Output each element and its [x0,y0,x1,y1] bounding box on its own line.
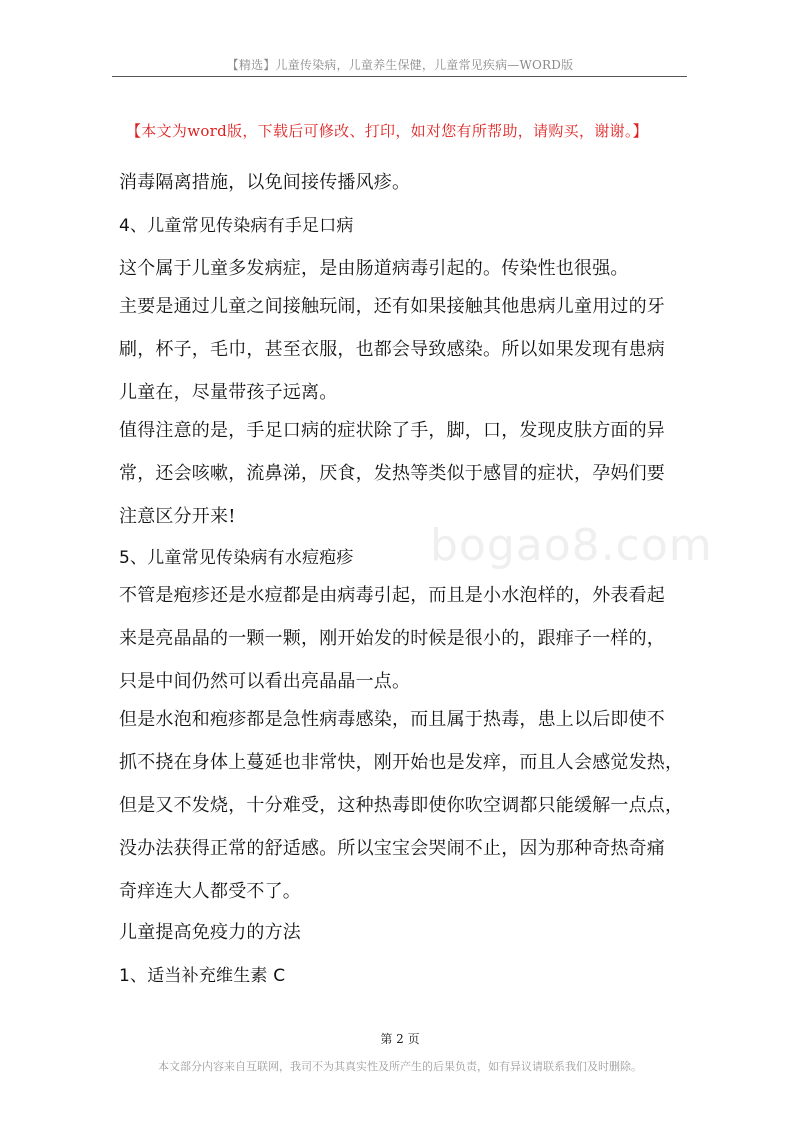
body-line: 没办法获得正常的舒适感。所以宝宝会哭闹不止，因为那种奇热奇痛 [119,838,665,859]
body-line: 儿童在，尽量带孩子远离。 [119,382,338,403]
section-heading: 5、儿童常见传染病有水痘疱疹 [119,548,354,568]
section-heading: 儿童提高免疫力的方法 [119,922,301,943]
page-header-title: 【精选】儿童传染病，儿童养生保健，儿童常见疾病—WORD版 [226,58,574,72]
body-line: 只是中间仍然可以看出亮晶晶一点。 [119,671,411,692]
body-line: 值得注意的是，手足口病的症状除了手，脚，口，发现皮肤方面的异 [119,420,665,441]
header-divider [112,76,687,77]
document-body [119,163,699,996]
page-number: 第 2 页 [380,1032,420,1046]
body-line: 但是又不发烧，十分难受，这种热毒即使你吹空调都只能缓解一点点， [119,795,684,816]
download-notice: 【本文为word版，下载后可修改、打印，如对您有所帮助，请购买，谢谢。】 [126,122,648,140]
body-line: 抓不挠在身体上蔓延也非常快，刚开始也是发痒，而且人会感觉发热， [119,752,684,773]
section-heading: 4、儿童常见传染病有手足口病 [119,216,354,236]
body-line: 注意区分开来! [119,506,236,527]
body-line: 不管是疱疹还是水痘都是由病毒引起，而且是小水泡样的，外表看起 [119,585,665,606]
section-heading: 1、适当补充维生素 C [119,966,286,986]
body-line: 主要是通过儿童之间接触玩闹，还有如果接触其他患病儿童用过的牙 [119,296,665,317]
body-line: 常，还会咳嗽，流鼻涕，厌食，发热等类似于感冒的症状，孕妈们要 [119,463,665,484]
body-line: 这个属于儿童多发病症，是由肠道病毒引起的。传染性也很强。 [119,258,629,279]
watermark: bogao8.com [430,520,713,571]
body-line: 来是亮晶晶的一颗一颗，刚开始发的时候是很小的，跟痱子一样的， [119,628,665,649]
body-line: 刷，杯子，毛巾，甚至衣服，也都会导致感染。所以如果发现有患病 [119,339,665,360]
body-line: 消毒隔离措施，以免间接传播风疹。 [119,172,411,193]
footer-disclaimer: 本文部分内容来自互联网，我司不为其真实性及所产生的后果负责，如有异议请联系我们及时删除。 [158,1060,642,1073]
body-line: 但是水泡和疱疹都是急性病毒感染，而且属于热毒，患上以后即使不 [119,709,665,730]
body-line: 奇痒连大人都受不了。 [119,881,301,902]
